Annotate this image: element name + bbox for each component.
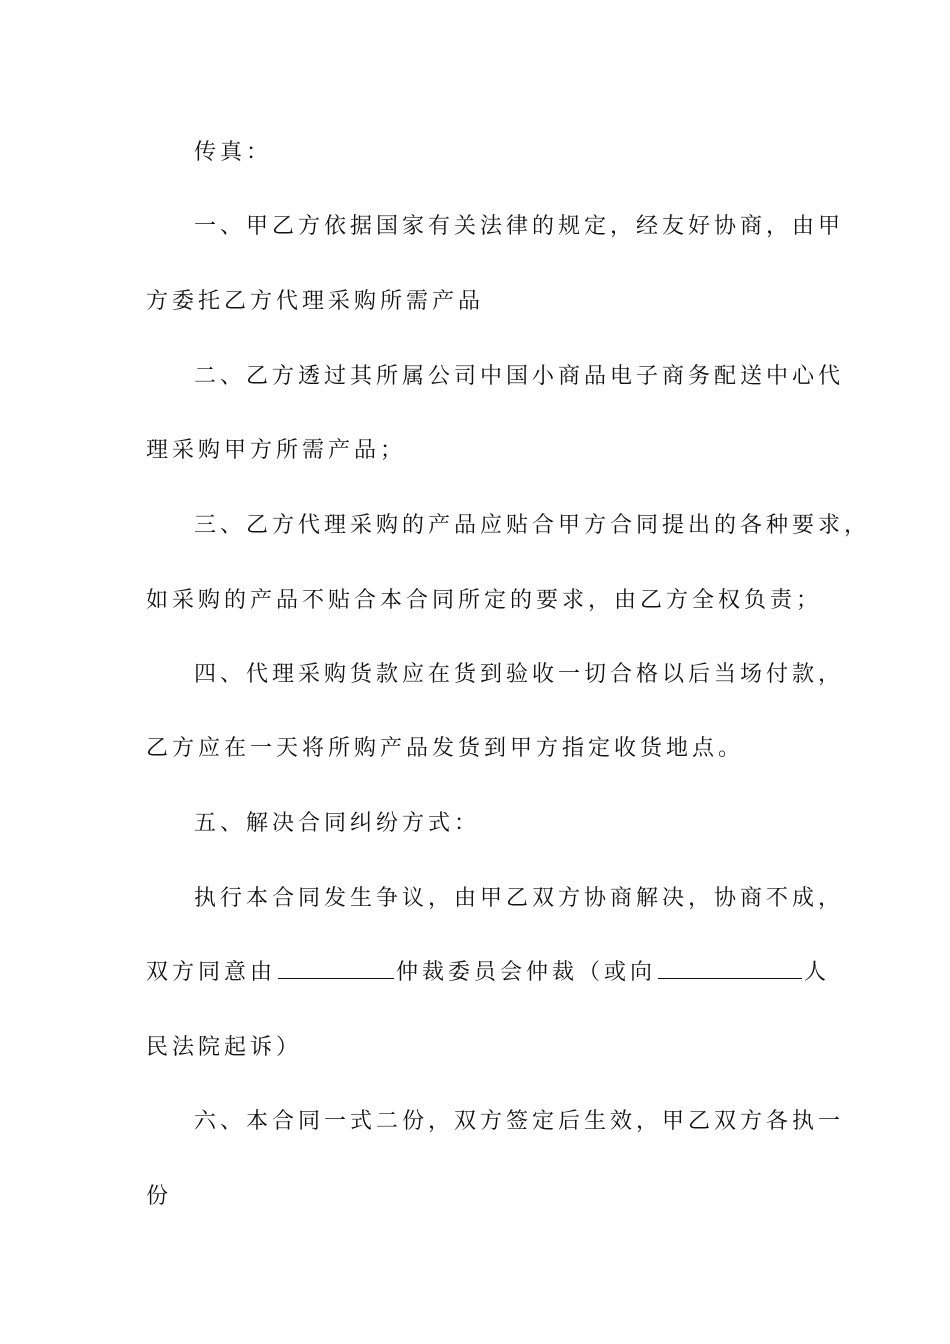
clause-5-line-2-text-c: 人 [804,960,831,985]
clause-5-line-3: 民法院起诉） [146,1035,303,1060]
clause-6-line-2: 份 [146,1184,173,1209]
clause-6-line-1: 六、本合同一式二份，双方签定后生效，甲乙双方各执一 [194,1109,845,1134]
fax-label: 传真： [194,140,273,165]
clause-2-line-1: 二、乙方透过其所属公司中国小商品电子商务配送中心代 [194,364,845,389]
clause-3-line-2: 如采购的产品不贴合本合同所定的要求，由乙方全权负责； [146,588,823,613]
clause-4-line-2: 乙方应在一天将所购产品发货到甲方指定收货地点。 [146,736,745,761]
clause-3-line-1: 三、乙方代理采购的产品应贴合甲方合同提出的各种要求， [194,513,871,538]
clause-1-line-1: 一、甲乙方依据国家有关法律的规定，经友好协商，由甲 [194,214,845,239]
arbitration-commission-blank [278,958,394,979]
clause-5-line-2 [146,958,831,988]
clause-1-line-2: 方委托乙方代理采购所需产品 [146,289,485,314]
clause-5-line-2-text-a: 双方同意由 [146,960,277,985]
clause-4-line-1: 四、代理采购货款应在货到验收一切合格以后当场付款， [194,662,845,687]
clause-5-heading: 五、解决合同纠纷方式： [194,811,481,836]
clause-5-line-1: 执行本合同发生争议，由甲乙双方协商解决，协商不成， [194,886,845,911]
clause-2-line-2: 理采购甲方所需产品； [146,438,407,463]
clause-5-line-2-text-b: 仲裁委员会仲裁（或向 [396,960,657,985]
court-blank [658,958,802,979]
